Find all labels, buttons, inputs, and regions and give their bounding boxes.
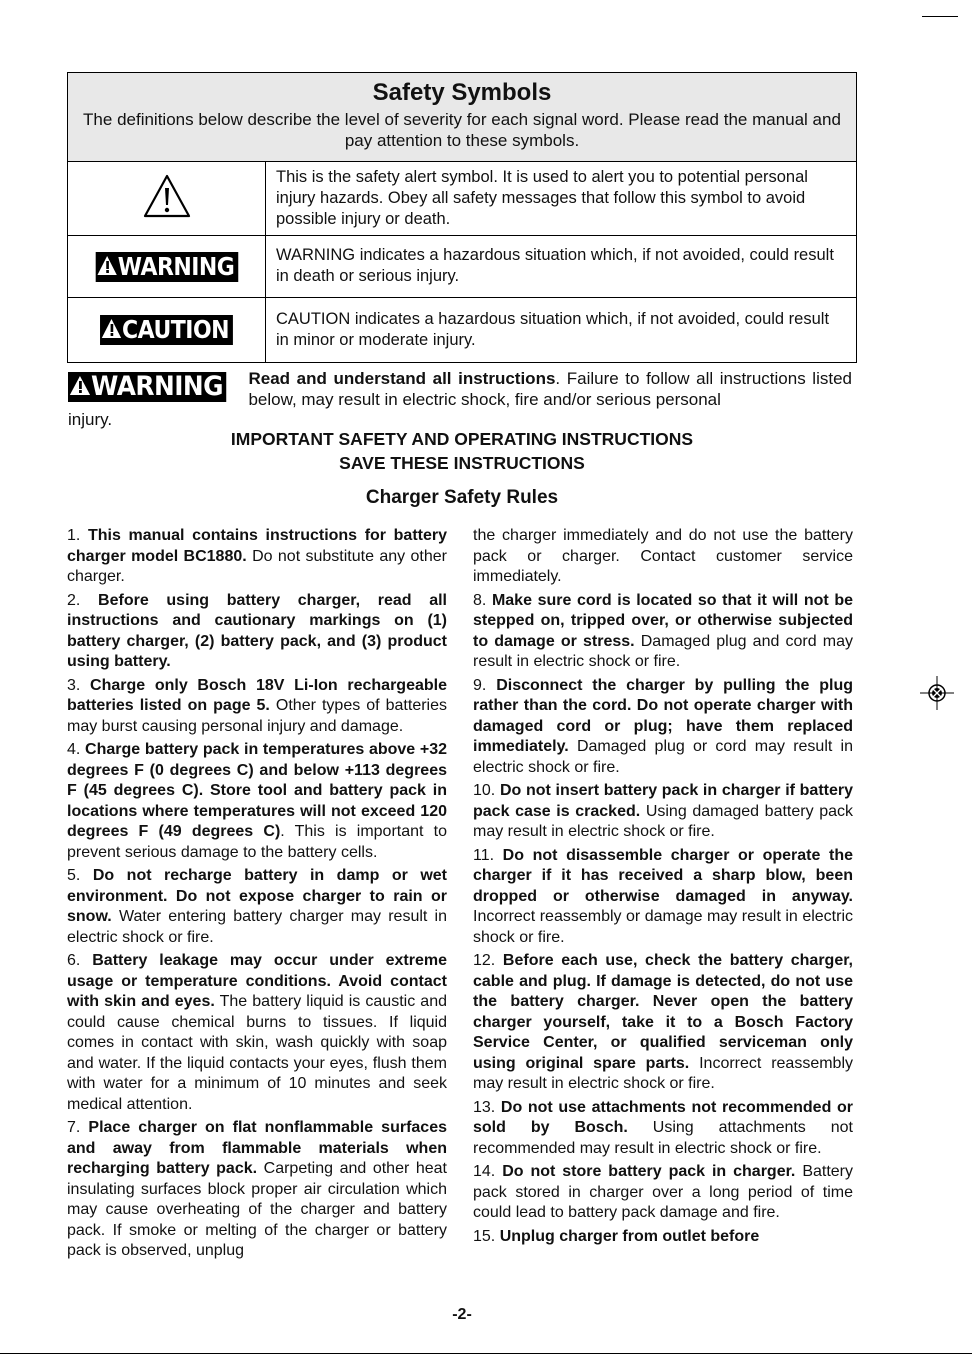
rule-number: 7. [67,1119,81,1136]
rule-text: . This is important to prevent serious damage to the battery cells. [67,823,447,861]
rule-bold-text: Battery leakage may occur under extreme usage or temperature conditions. Avoid contact with skin and eyes. [67,952,447,1010]
symbols-table-header [68,73,857,162]
safety-rule [67,526,447,588]
warning-badge-icon [95,252,237,282]
rule-text: Do not substitute any other charger. [67,547,447,585]
rule-bold-text: Charge only Bosch 18V Li-Ion rechargeable batteries listed on page 5. [67,676,447,714]
symbol-definition-warning: WARNING indicates a hazardous situation which, if not avoided, could result in death or serious injury. [266,236,857,298]
safety-rule [67,591,447,673]
rules-column-left [67,526,447,1265]
rule-number: 9. [473,676,487,694]
rule-number: 12. [473,952,496,969]
symbol-cell-caution [68,298,266,363]
warning-badge-icon [68,372,227,402]
rule-bold-text: Charge battery pack in temperatures above +32 degrees F (0 degrees C) and below +113 degrees F (45 degrees C). Store tool and battery pack in locations where temperatures will not exceed 120 degrees F (49 degrees C) [67,741,448,840]
safety-rule [473,781,853,843]
rule-text: Other types of batteries may burst causing personal injury and damage. [67,697,447,735]
section-title: Charger Safety Rules [365,487,559,508]
page-number: -2- [452,1306,472,1323]
rule-number: 1. [67,527,81,544]
rule-text: Incorrect reassembly may result in electric shock or fire. [473,1054,854,1092]
safety-rule [473,1162,853,1224]
rule-bold-text: Unplug charger from outlet before [499,1227,760,1245]
symbols-table-title: Safety Symbols [372,79,552,106]
rule-text: Damaged plug and cord may result in electric shock or fire. [473,632,854,670]
rule-number: 2. [67,591,81,609]
safety-rule [67,951,447,1115]
warning-badge-label: WARNING [117,251,235,281]
safety-rule [67,1118,447,1262]
caution-badge-label: CAUTION [122,315,230,344]
general-warning-text: . Failure to follow all instructions listed below, may result in electric shock, fire and/or serious personal [248,369,852,409]
safety-rule [67,866,447,948]
rule-number: 6. [67,952,81,969]
rule-number: 4. [67,741,81,758]
safety-rule [473,591,853,673]
rule-number: 14. [473,1163,496,1180]
save-instructions-heading: SAVE THESE INSTRUCTIONS [339,453,585,473]
symbol-cell-alert [68,162,266,236]
general-warning-bold: Read and understand all instructions [248,369,556,388]
safety-rule [473,1227,853,1248]
safety-rule [473,526,853,588]
general-warning-tail: injury. [68,410,113,429]
rule-text: Battery pack stored in charger over a long period of time could lead to battery pack damage and fire. [473,1163,854,1221]
rule-text: the charger immediately and do not use the battery pack or charger. Contact customer service immediately. [473,527,853,585]
safety-rule [473,1098,853,1160]
rule-bold-text: Make sure cord is located so that it will not be stepped on, tripped over, or otherwise subjected to damage or stress. [473,591,853,650]
important-instructions-heading: IMPORTANT SAFETY AND OPERATING INSTRUCTIONS [230,429,694,449]
safety-rule [473,846,853,949]
rule-bold-text: Before each use, check the battery charger, cable and plug. If damage is detected, do not use the battery charger. Never open the battery charger yourself, take it to a Bosch Factory Service Center, or qualified serviceman only using original spare parts. [473,952,854,1072]
registration-mark-icon [920,676,954,710]
safety-symbols-table [67,72,857,363]
rule-text: Using attachments not recommended may result in electric shock or fire. [473,1119,854,1157]
rule-bold-text: Do not recharge battery in damp or wet environment. Do not expose charger to rain or snow. [67,867,447,925]
rule-bold-text: This manual contains instructions for battery charger model BC1880. [67,527,447,565]
rule-number: 8. [473,591,487,609]
safety-rule [473,676,853,779]
symbols-table-intro: The definitions below describe the level of severity for each signal word. Please read the manual and pay attention to these symbols. [83,110,841,150]
safety-rule [67,676,447,738]
rule-number: 11. [473,846,495,864]
safety-alert-triangle-icon [142,173,192,219]
rule-number: 13. [473,1098,496,1116]
rule-bold-text: Do not disassemble charger or operate the charger if it has received a sharp blow, been dropped or otherwise damaged in anyway. [473,846,854,905]
crop-mark-top-right [922,16,958,17]
rule-text: The battery liquid is caustic and could cause chemical burns to tissues. If liquid comes in contact with skin, wash quickly with soap and water. If the liquid contacts your eyes, flush them with water for a minimum of 10 minutes and seek medical attention. [67,993,447,1113]
rule-number: 5. [67,867,81,884]
rule-number: 10. [473,782,496,799]
rule-bold-text: Place charger on flat nonflammable surfaces and away from flammable materials when recharging battery pack. [67,1119,448,1177]
rule-text: Damaged plug or cord may result in electric shock or fire. [473,738,853,776]
crop-mark-bottom [0,1353,972,1354]
rule-text: Using damaged battery pack may result in electric shock or fire. [473,802,853,840]
symbol-cell-warning [68,236,266,298]
rules-column-right [473,526,853,1250]
general-warning-badge-label: WARNING [91,371,223,402]
rule-bold-text: Do not use attachments not recommended or sold by Bosch. [473,1098,853,1136]
rule-text: Water entering battery charger may result in electric shock or fire. [67,908,447,946]
rule-bold-text: Do not insert battery pack in charger if battery pack case is cracked. [473,782,853,820]
rule-number: 15. [473,1227,496,1245]
symbol-definition-alert: This is the safety alert symbol. It is used to alert you to potential personal injury hazards. Obey all safety messages that follow this symbol to avoid possible injury or death. [266,162,857,236]
symbol-definition-caution: CAUTION indicates a hazardous situation which, if not avoided, could result in minor or moderate injury. [266,298,857,363]
rule-number: 3. [67,676,81,694]
safety-rule [67,740,447,863]
rule-bold-text: Do not store battery pack in charger. [502,1163,796,1180]
rule-text: Carpeting and other heat insulating surfaces block proper air circulation which may cause overheating of the charger and battery pack. If smoke or melting of the charger or battery pack is observed, unplug [67,1160,447,1259]
rule-bold-text: Disconnect the charger by pulling the plug rather than the cord. Do not operate charger with damaged cord or plug; have them replaced immediately. [473,676,853,755]
safety-rule [473,951,853,1095]
rule-bold-text: Before using battery charger, read all instructions and cautionary markings on (1) battery charger, (2) battery pack, and (3) product using battery. [67,591,447,670]
rule-text: Incorrect reassembly or damage may result in electric shock or fire. [473,908,853,946]
caution-badge-icon [100,315,232,345]
general-warning [68,369,852,431]
